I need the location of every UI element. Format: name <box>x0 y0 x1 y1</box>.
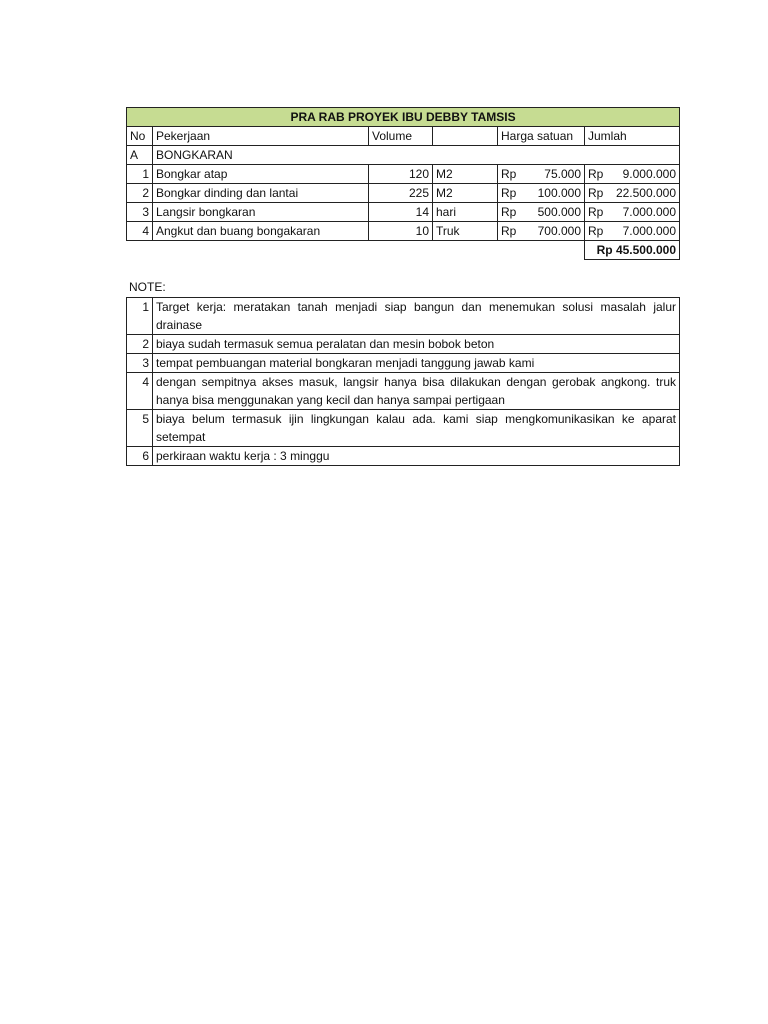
currency: Rp <box>501 205 517 219</box>
currency: Rp <box>588 224 604 238</box>
list-item <box>127 335 680 354</box>
note-text: biaya belum termasuk ijin lingkungan kalau ada. kami siap mengkomunikasikan ke aparat setempat <box>153 410 680 447</box>
note-text: biaya sudah termasuk semua peralatan dan mesin bobok beton <box>153 335 680 354</box>
row-pekerjaan: Bongkar dinding dan lantai <box>153 184 369 203</box>
currency: Rp <box>501 186 517 200</box>
jumlah-value: 7.000.000 <box>622 205 677 219</box>
header-volume: Volume <box>369 127 433 146</box>
table-row <box>127 165 680 184</box>
header-no: No <box>127 127 153 146</box>
note-text: dengan sempitnya akses masuk, langsir hanya bisa dilakukan dengan gerobak angkong. truk hanya bisa menggunakan yang kecil dan hanya sampai pertigaan <box>153 373 680 410</box>
currency: Rp <box>588 167 604 181</box>
header-pekerjaan: Pekerjaan <box>153 127 369 146</box>
row-no: 2 <box>127 184 153 203</box>
list-item <box>127 298 680 335</box>
row-pekerjaan: Langsir bongkaran <box>153 203 369 222</box>
table-row <box>127 203 680 222</box>
row-no: 4 <box>127 222 153 241</box>
row-jumlah <box>585 184 680 203</box>
row-unit: M2 <box>433 184 498 203</box>
header-unit <box>433 127 498 146</box>
row-no: 1 <box>127 165 153 184</box>
notes-table <box>126 297 680 466</box>
harga-value: 500.000 <box>537 205 581 219</box>
table-row <box>127 184 680 203</box>
table-row <box>127 222 680 241</box>
harga-value: 700.000 <box>537 224 581 238</box>
note-no: 4 <box>127 373 153 410</box>
total-spacer <box>127 241 585 260</box>
header-row <box>127 127 680 146</box>
row-volume: 120 <box>369 165 433 184</box>
section-row <box>127 146 680 165</box>
note-text: tempat pembuangan material bongkaran menjadi tanggung jawab kami <box>153 354 680 373</box>
row-harga <box>498 203 585 222</box>
section-name: BONGKARAN <box>153 146 680 165</box>
row-pekerjaan: Bongkar atap <box>153 165 369 184</box>
table-title: PRA RAB PROYEK IBU DEBBY TAMSIS <box>127 108 680 127</box>
harga-value: 75.000 <box>544 167 581 181</box>
total-row <box>127 241 680 260</box>
row-volume: 225 <box>369 184 433 203</box>
row-harga <box>498 184 585 203</box>
row-no: 3 <box>127 203 153 222</box>
currency: Rp <box>501 167 517 181</box>
currency: Rp <box>501 224 517 238</box>
currency: Rp <box>588 186 604 200</box>
row-pekerjaan: Angkut dan buang bongakaran <box>153 222 369 241</box>
jumlah-value: 9.000.000 <box>622 167 677 181</box>
row-jumlah <box>585 165 680 184</box>
list-item <box>127 354 680 373</box>
jumlah-value: 7.000.000 <box>622 224 677 238</box>
list-item <box>127 410 680 447</box>
note-label: NOTE: <box>129 280 166 294</box>
note-no: 5 <box>127 410 153 447</box>
note-no: 1 <box>127 298 153 335</box>
row-jumlah <box>585 222 680 241</box>
section-code: A <box>127 146 153 165</box>
currency: Rp <box>588 205 604 219</box>
header-harga: Harga satuan <box>498 127 585 146</box>
row-harga <box>498 222 585 241</box>
list-item <box>127 447 680 466</box>
row-unit: Truk <box>433 222 498 241</box>
rab-table <box>126 107 680 260</box>
row-jumlah <box>585 203 680 222</box>
title-row <box>127 108 680 127</box>
harga-value: 100.000 <box>537 186 581 200</box>
total-value: Rp 45.500.000 <box>585 241 680 260</box>
list-item <box>127 373 680 410</box>
note-no: 6 <box>127 447 153 466</box>
row-volume: 14 <box>369 203 433 222</box>
note-text: perkiraan waktu kerja : 3 minggu <box>153 447 680 466</box>
row-unit: M2 <box>433 165 498 184</box>
note-no: 3 <box>127 354 153 373</box>
row-harga <box>498 165 585 184</box>
row-volume: 10 <box>369 222 433 241</box>
header-jumlah: Jumlah <box>585 127 680 146</box>
jumlah-value: 22.500.000 <box>615 186 677 200</box>
row-unit: hari <box>433 203 498 222</box>
note-no: 2 <box>127 335 153 354</box>
note-text: Target kerja: meratakan tanah menjadi siap bangun dan menemukan solusi masalah jalur drainase <box>153 298 680 335</box>
